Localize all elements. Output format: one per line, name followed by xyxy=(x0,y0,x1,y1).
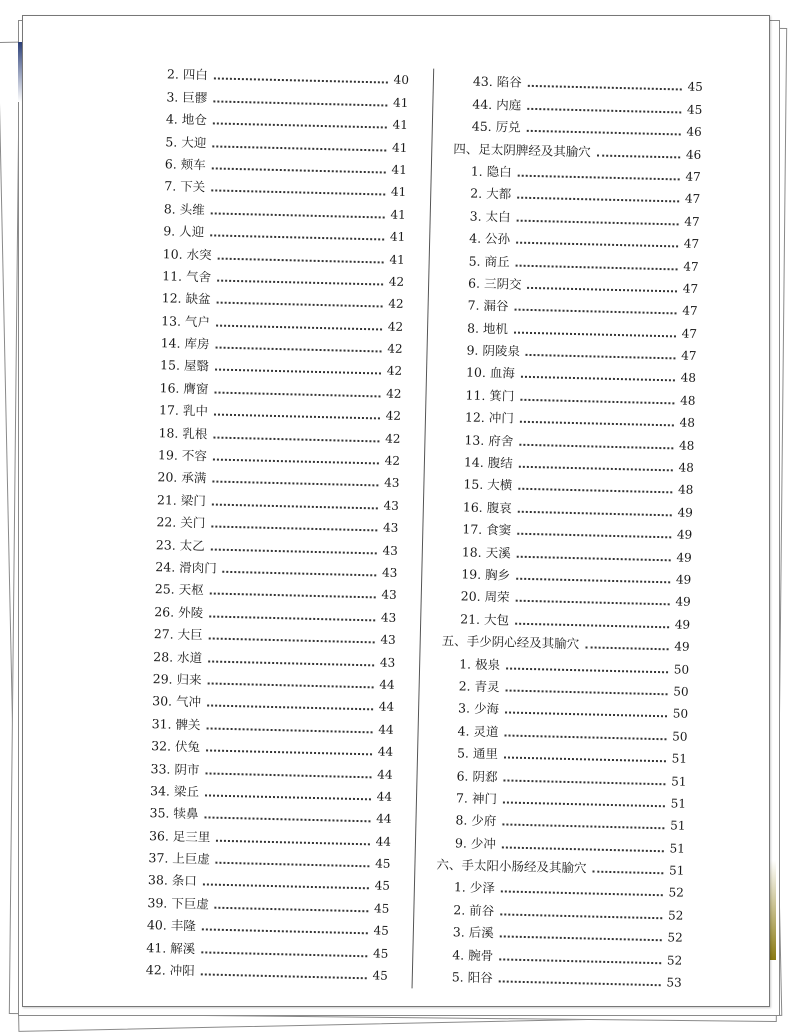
page-number: 43 xyxy=(380,632,396,648)
dot-leader xyxy=(505,712,667,718)
page-number: 51 xyxy=(668,863,685,878)
dot-leader xyxy=(217,279,383,285)
page-number: 41 xyxy=(391,162,407,177)
page-number: 50 xyxy=(673,684,689,699)
entry-label: 24. 滑肉门 xyxy=(155,559,217,576)
dot-leader xyxy=(214,78,388,84)
page-number: 43 xyxy=(381,565,398,580)
entry-label: 8. 地机 xyxy=(466,320,509,337)
page-number: 47 xyxy=(682,303,698,319)
page-number: 44 xyxy=(377,766,393,782)
dot-leader xyxy=(516,600,670,606)
dot-leader xyxy=(213,459,379,465)
entry-label: 1. 少泽 xyxy=(453,879,495,896)
dot-leader xyxy=(528,85,682,91)
column-divider xyxy=(412,69,435,989)
page-number: 42 xyxy=(388,296,404,312)
page-number: 50 xyxy=(672,729,688,744)
page-number: 47 xyxy=(685,169,701,184)
dot-leader xyxy=(499,958,661,964)
entry-label: 37. 上巨虚 xyxy=(148,850,211,867)
entry-label: 13. 府舍 xyxy=(464,432,514,449)
entry-label: 40. 丰隆 xyxy=(146,917,196,934)
entry-label: 15. 屋翳 xyxy=(159,357,210,374)
page-number: 44 xyxy=(379,677,395,692)
entry-label: 3. 后溪 xyxy=(452,924,494,941)
entry-label: 17. 乳中 xyxy=(158,402,209,419)
dot-leader xyxy=(519,443,673,449)
page-number: 46 xyxy=(686,124,702,140)
entry-label: 10. 水突 xyxy=(162,245,212,262)
dot-leader xyxy=(499,980,661,986)
entry-label: 4. 地仓 xyxy=(165,111,208,128)
dot-leader xyxy=(506,667,668,673)
page-number: 43 xyxy=(382,520,399,536)
dot-leader xyxy=(515,264,677,270)
dot-leader xyxy=(504,757,666,763)
entry-label: 7. 下关 xyxy=(164,178,206,195)
page-number: 45 xyxy=(687,79,704,95)
entry-label: 23. 太乙 xyxy=(155,536,205,553)
entry-label: 8. 少府 xyxy=(455,812,497,829)
dot-leader xyxy=(214,414,380,420)
toc-entry xyxy=(432,962,682,990)
page-number: 43 xyxy=(383,475,400,491)
entry-label: 18. 乳根 xyxy=(158,424,208,442)
page-number: 43 xyxy=(382,543,399,558)
dot-leader xyxy=(592,871,663,875)
page-number: 48 xyxy=(678,438,695,453)
dot-leader xyxy=(216,324,382,330)
page-number: 49 xyxy=(675,572,692,587)
dot-leader xyxy=(215,369,381,375)
page-number: 42 xyxy=(388,274,405,289)
entry-label: 39. 下巨虚 xyxy=(147,894,209,912)
page-number: 52 xyxy=(667,930,683,945)
toc-content xyxy=(1,9,770,1016)
page-number: 45 xyxy=(372,968,388,983)
entry-label: 1. 隐白 xyxy=(470,163,512,180)
dot-leader xyxy=(206,750,372,756)
page-number: 51 xyxy=(671,751,688,766)
page-number: 52 xyxy=(668,885,685,901)
entry-label: 2. 青灵 xyxy=(458,678,500,695)
dot-leader xyxy=(515,622,669,628)
entry-label: 35. 犊鼻 xyxy=(149,805,199,822)
dot-leader xyxy=(205,772,371,778)
dot-leader xyxy=(527,287,677,293)
entry-label: 2. 四白 xyxy=(166,66,209,83)
page-number: 47 xyxy=(681,326,698,341)
entry-label: 26. 外陵 xyxy=(154,603,204,621)
page-number: 45 xyxy=(372,946,389,961)
page-number: 45 xyxy=(373,901,390,916)
dot-leader xyxy=(520,399,674,405)
entry-label: 20. 周荣 xyxy=(460,588,510,605)
dot-leader xyxy=(520,421,674,427)
page-number: 45 xyxy=(686,102,703,117)
entry-label: 1. 极泉 xyxy=(459,655,501,672)
entry-label: 五、手少阴心经及其腧穴 xyxy=(441,633,580,652)
dot-leader xyxy=(215,347,381,353)
entry-label: 9. 人迎 xyxy=(163,223,205,240)
entry-label: 2. 前谷 xyxy=(453,902,495,919)
dot-leader xyxy=(209,615,375,621)
entry-label: 19. 胸乡 xyxy=(461,566,511,583)
entry-label: 6. 阴郄 xyxy=(456,767,498,784)
page-number: 44 xyxy=(378,722,394,737)
page-number: 42 xyxy=(385,431,401,446)
entry-label: 16. 膺窗 xyxy=(159,380,209,397)
page-number: 43 xyxy=(379,655,396,670)
page-number: 49 xyxy=(675,594,691,610)
entry-label: 32. 伏兔 xyxy=(150,738,201,755)
page-number: 47 xyxy=(683,259,699,274)
dot-leader xyxy=(212,503,378,509)
entry-label: 3. 太白 xyxy=(469,208,511,225)
entry-label: 15. 大横 xyxy=(463,476,513,493)
dot-leader xyxy=(216,839,370,845)
dot-leader xyxy=(527,130,681,136)
dot-leader xyxy=(223,571,377,577)
dot-leader xyxy=(585,646,669,650)
dot-leader xyxy=(203,884,369,890)
page-number: 45 xyxy=(374,878,391,894)
page-number: 50 xyxy=(672,706,689,722)
dot-leader xyxy=(502,824,664,830)
dot-leader xyxy=(202,929,368,935)
dot-leader xyxy=(215,907,369,913)
dot-leader xyxy=(207,682,373,688)
dot-leader xyxy=(213,100,387,106)
entry-label: 29. 归来 xyxy=(152,671,202,688)
entry-label: 43. 陷谷 xyxy=(472,73,522,91)
dot-leader xyxy=(211,548,377,554)
dot-leader xyxy=(527,108,681,114)
dot-leader xyxy=(212,481,378,487)
dot-leader xyxy=(521,376,675,382)
dot-leader xyxy=(516,242,678,248)
toc-entry xyxy=(142,956,388,984)
page-number: 49 xyxy=(674,617,691,632)
entry-label: 5. 大迎 xyxy=(165,133,207,150)
page-number: 51 xyxy=(669,841,686,856)
page-number: 41 xyxy=(389,252,405,267)
page-number: 49 xyxy=(676,527,693,543)
entry-label: 4. 腕骨 xyxy=(452,946,494,963)
dot-leader xyxy=(211,190,385,196)
dot-leader xyxy=(218,257,384,263)
dot-leader xyxy=(208,660,374,666)
page-number: 49 xyxy=(676,550,692,565)
page-number: 42 xyxy=(386,364,403,379)
page-number: 47 xyxy=(684,214,700,229)
dot-leader xyxy=(211,526,377,532)
entry-label: 33. 阴市 xyxy=(150,760,200,777)
entry-label: 42. 冲阳 xyxy=(145,962,195,979)
entry-label: 13. 气户 xyxy=(161,312,211,330)
page-number: 41 xyxy=(392,117,409,133)
page-number: 49 xyxy=(674,639,690,654)
dot-leader xyxy=(504,734,666,740)
page-number: 52 xyxy=(667,908,684,923)
entry-label: 18. 天溪 xyxy=(461,543,511,561)
page-number: 46 xyxy=(685,147,702,162)
dot-leader xyxy=(205,794,371,800)
entry-label: 28. 水道 xyxy=(153,648,203,665)
dot-leader xyxy=(597,154,681,158)
dot-leader xyxy=(213,436,379,442)
entry-label: 19. 不容 xyxy=(157,447,208,464)
dot-leader xyxy=(209,638,375,644)
page-number: 51 xyxy=(669,818,686,834)
page-number: 51 xyxy=(671,773,687,789)
dot-leader xyxy=(518,511,672,517)
dot-leader xyxy=(210,235,384,241)
page-number: 41 xyxy=(390,184,407,200)
page-number: 48 xyxy=(680,370,697,386)
page-number: 47 xyxy=(684,191,701,207)
entry-label: 30. 气冲 xyxy=(152,693,202,710)
dot-leader xyxy=(216,302,382,308)
page-number: 40 xyxy=(393,73,410,88)
page-number: 43 xyxy=(383,498,400,513)
page-number: 41 xyxy=(391,140,408,155)
dot-leader xyxy=(514,331,676,337)
page-number: 49 xyxy=(677,505,693,520)
page-number: 53 xyxy=(666,975,682,990)
dot-leader xyxy=(216,862,370,868)
dot-leader xyxy=(514,309,676,315)
dot-leader xyxy=(516,578,670,584)
entry-label: 9. 少冲 xyxy=(454,834,497,851)
dot-leader xyxy=(517,219,679,225)
page-number: 47 xyxy=(682,281,699,296)
page-number: 44 xyxy=(376,811,392,827)
dot-leader xyxy=(503,779,665,785)
dot-leader xyxy=(212,145,386,151)
page-number: 48 xyxy=(680,393,696,408)
entry-label: 31. 髀关 xyxy=(151,715,201,733)
dot-leader xyxy=(214,391,380,397)
dot-leader xyxy=(501,891,663,897)
page-number: 42 xyxy=(387,341,403,357)
page-number: 47 xyxy=(681,348,697,363)
entry-label: 11. 气舍 xyxy=(162,268,212,285)
entry-label: 2. 大都 xyxy=(470,185,512,202)
page-number: 44 xyxy=(376,789,393,804)
entry-label: 36. 足三里 xyxy=(148,827,211,845)
dot-leader xyxy=(500,913,662,919)
entry-label: 25. 天枢 xyxy=(154,581,204,598)
entry-label: 11. 箕门 xyxy=(465,387,515,404)
toc-left-column xyxy=(142,60,410,984)
entry-label: 5. 通里 xyxy=(456,745,499,762)
entry-label: 38. 条口 xyxy=(147,872,198,889)
entry-label: 21. 梁门 xyxy=(156,492,206,509)
page-number: 44 xyxy=(375,834,392,849)
dot-leader xyxy=(207,705,373,711)
dot-leader xyxy=(204,817,370,823)
entry-label: 5. 商丘 xyxy=(468,253,510,269)
toc-right-column xyxy=(432,67,704,991)
entry-label: 六、手太阳小肠经及其腧穴 xyxy=(436,856,587,876)
dot-leader xyxy=(201,951,367,957)
page-number: 41 xyxy=(389,229,406,245)
entry-label: 45. 厉兑 xyxy=(471,118,521,135)
entry-label: 21. 大包 xyxy=(460,611,510,628)
page-number: 42 xyxy=(386,386,402,401)
dot-leader xyxy=(201,973,367,979)
dot-leader xyxy=(206,727,372,733)
entry-label: 14. 库房 xyxy=(160,335,210,352)
page-number: 47 xyxy=(683,236,700,252)
entry-label: 12. 冲门 xyxy=(464,409,515,426)
dot-leader xyxy=(503,801,665,807)
dot-leader xyxy=(500,936,662,942)
entry-label: 5. 阳谷 xyxy=(451,969,493,986)
entry-label: 4. 公孙 xyxy=(469,230,511,247)
entry-label: 10. 血海 xyxy=(465,364,516,382)
dot-leader xyxy=(518,488,672,494)
dot-leader xyxy=(210,593,376,599)
dot-leader xyxy=(526,354,676,360)
entry-label: 9. 阴陵泉 xyxy=(466,342,521,359)
page-number: 45 xyxy=(373,923,390,939)
entry-label: 44. 内庭 xyxy=(472,96,522,113)
page-number: 42 xyxy=(387,319,404,334)
entry-label: 27. 大巨 xyxy=(153,626,203,643)
dot-leader xyxy=(519,466,673,472)
page-number: 50 xyxy=(673,661,690,677)
dot-leader xyxy=(517,533,671,539)
page-number: 48 xyxy=(679,415,696,431)
page-number: 42 xyxy=(385,408,402,424)
page-number: 42 xyxy=(384,453,401,468)
entry-label: 41. 解溪 xyxy=(146,939,196,956)
entry-label: 7. 漏谷 xyxy=(467,297,509,314)
entry-label: 四、足太阴脾经及其腧穴 xyxy=(453,140,591,159)
page-number: 52 xyxy=(666,952,683,968)
entry-label: 3. 巨髎 xyxy=(166,89,208,106)
dot-leader xyxy=(212,167,386,173)
entry-label: 3. 少海 xyxy=(457,700,500,717)
page-number: 48 xyxy=(678,460,695,475)
entry-label: 34. 梁丘 xyxy=(149,783,200,800)
entry-label: 8. 头维 xyxy=(163,201,205,217)
entry-label: 17. 食窦 xyxy=(462,521,512,538)
dot-leader xyxy=(505,689,667,695)
dot-leader xyxy=(213,123,387,129)
entry-label: 20. 承满 xyxy=(157,469,207,486)
page-number: 48 xyxy=(677,482,694,498)
dot-leader xyxy=(211,212,385,218)
page-number: 41 xyxy=(390,207,406,222)
page-number: 51 xyxy=(670,796,687,811)
entry-label: 12. 缺盆 xyxy=(161,290,211,307)
entry-label: 4. 灵道 xyxy=(457,723,499,740)
dot-leader xyxy=(517,555,671,561)
entry-label: 14. 腹结 xyxy=(463,454,513,471)
page-number: 44 xyxy=(377,744,394,759)
dot-leader xyxy=(518,175,680,181)
page-number: 45 xyxy=(375,856,391,871)
page-number: 43 xyxy=(381,587,397,603)
entry-label: 6. 颊车 xyxy=(164,156,206,173)
cover-edge-olive xyxy=(770,860,776,960)
page-number: 43 xyxy=(380,610,397,625)
page-number: 44 xyxy=(378,699,395,715)
page-number: 41 xyxy=(392,95,409,110)
entry-label: 22. 关门 xyxy=(156,514,206,531)
dot-leader xyxy=(502,846,664,852)
toc-page xyxy=(22,15,770,1007)
entry-label: 7. 神门 xyxy=(455,790,498,807)
entry-label: 16. 腹哀 xyxy=(462,499,512,516)
dot-leader xyxy=(517,197,679,203)
entry-label: 6. 三阴交 xyxy=(467,275,522,292)
